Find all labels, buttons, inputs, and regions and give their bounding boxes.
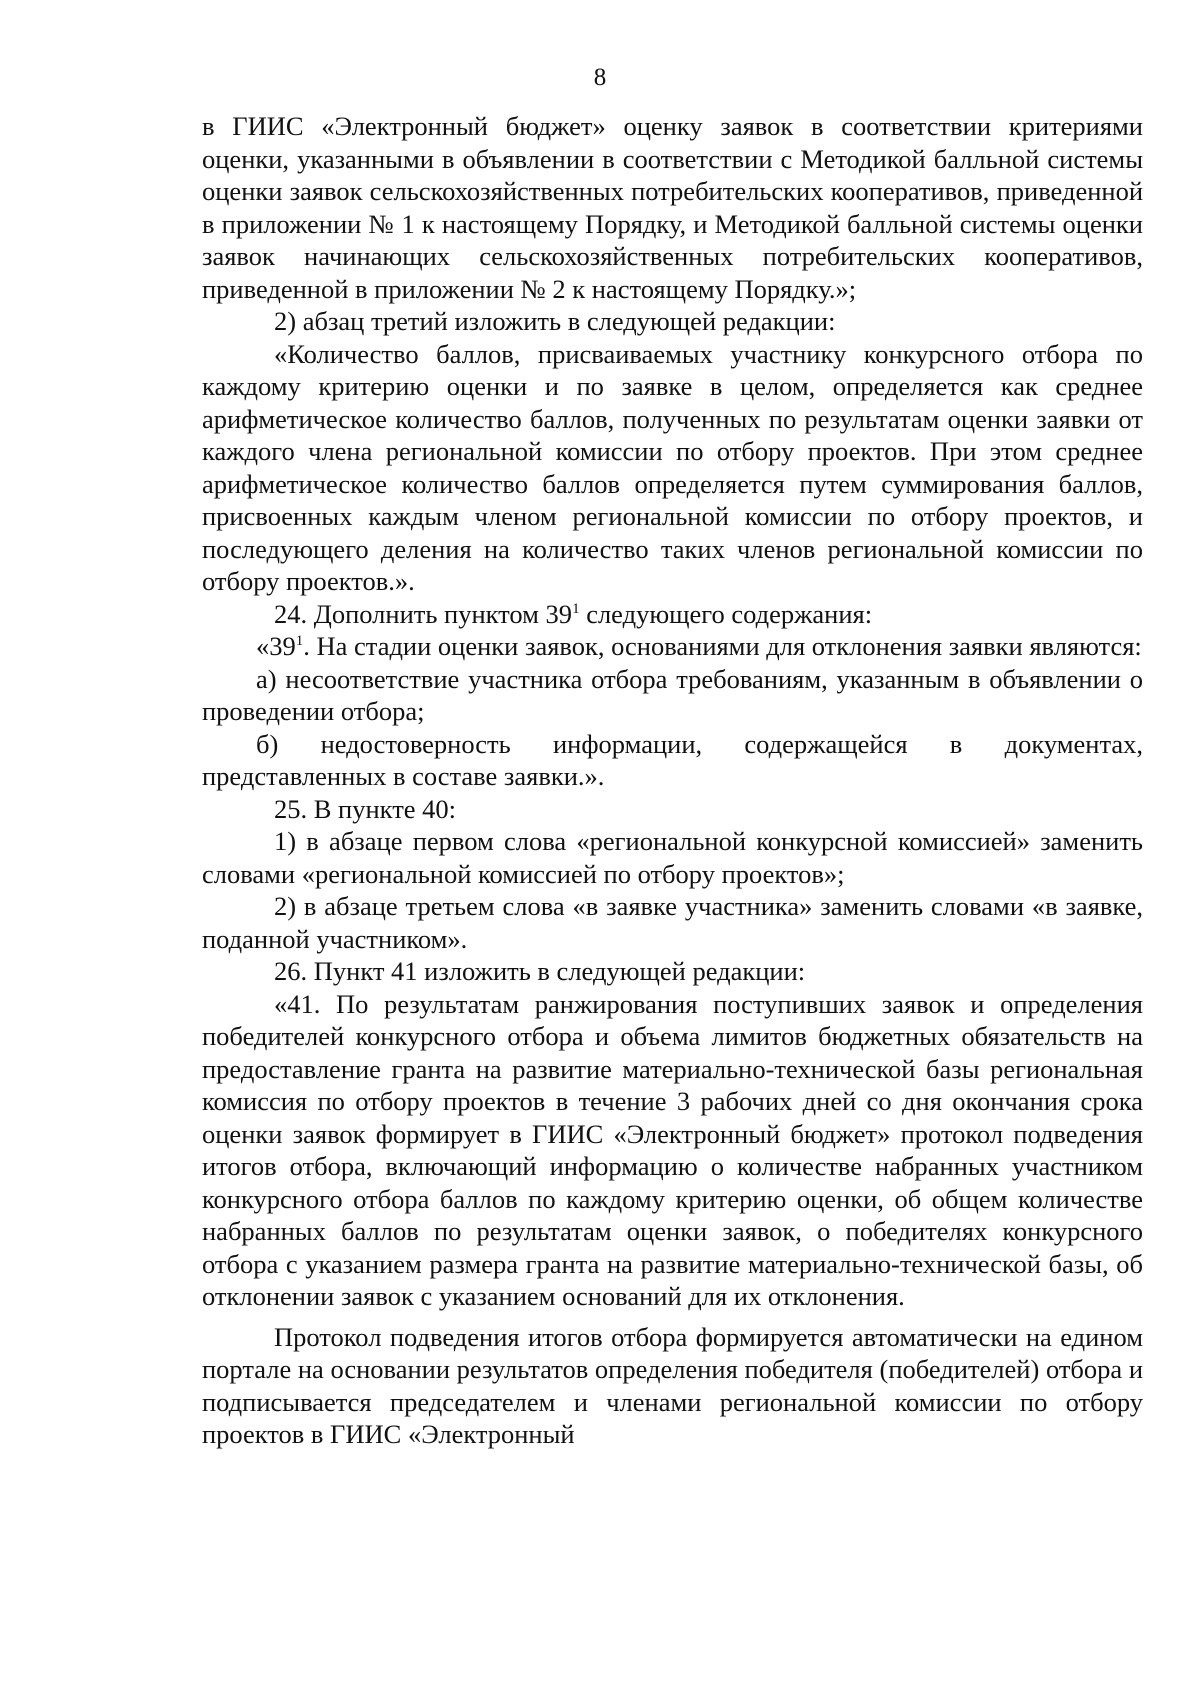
paragraph-subitem-a: а) несоответствие участника отбора требованиям, указанным в объявлении о проведении отбора; <box>202 663 1143 726</box>
paragraph-quote-points-count: «Количество баллов, присваиваемых участнику конкурсного отбора по каждому критерию оценки и по заявке в целом, определяется как среднее арифметическое количество баллов, полученных по результатам оценки заявки от каждого члена региональной комиссии по отбору проектов. При этом среднее арифметическое количество баллов определяется путем суммирования баллов, присвоенных каждым членом региональной комиссии по отбору проектов, и последующего деления на количество таких членов региональной комиссии по отбору проектов.». <box>202 338 1143 596</box>
paragraph-subitem-b: б) недостоверность информации, содержащейся в документах, представленных в составе заявки.». <box>202 728 1143 791</box>
document-body <box>202 110 1143 1451</box>
page-number: 8 <box>593 64 607 91</box>
paragraph-item-2-paragraph-three: 2) абзац третий изложить в следующей редакции: <box>274 306 836 336</box>
quote-39-superscript: 1 <box>295 633 304 650</box>
item-24-text-end: следующего содержания: <box>579 598 873 629</box>
paragraph-item-26: 26. Пункт 41 изложить в следующей редакции: <box>274 956 806 986</box>
paragraph-item-25: 25. В пункте 40: <box>274 793 457 824</box>
paragraph-continuation: в ГИИС «Электронный бюджет» оценку заявок в соответствии критериями оценки, указанными в объявлении в соответствии с Методикой балльной системы оценки заявок сельскохозяйственных потребительских кооперативов, приведенной в приложении № 1 к настоящему Порядку, и Методикой балльной системы оценки заявок начинающих сельскохозяйственных потребительских кооперативов, приведенной в приложении № 2 к настоящему Порядку.»; <box>202 111 1143 304</box>
paragraph-item-25-sub-2: 2) в абзаце третьем слова «в заявке участника» заменить словами «в заявке, поданной участником». <box>202 891 1143 954</box>
paragraph-quote-39-1 <box>202 630 1143 663</box>
paragraph-protocol: Протокол подведения итогов отбора формируется автоматически на едином портале на основании результатов определения победителя (победителей) отбора и подписывается председателем и членами региональной комиссии по отбору проектов в ГИИС «Электронный <box>202 1321 1143 1449</box>
item-24-text-start: 24. Дополнить пунктом 39 <box>274 598 573 629</box>
paragraph-quote-41: «41. По результатам ранжирования поступивших заявок и определения победителей конкурсного отбора и объема лимитов бюджетных обязательств на предоставление гранта на развитие материально-технической базы региональная комиссия по отбору проектов в течение 3 рабочих дней со дня окончания срока оценки заявок формирует в ГИИС «Электронный бюджет» протокол подведения итогов отбора, включающий информацию о количестве набранных участником конкурсного отбора баллов по каждому критерию оценки, об общем количестве набранных баллов по результатам оценки заявок, о победителях конкурсного отбора с указанием размера гранта на развитие материально-технической базы, об отклонении заявок с указанием оснований для их отклонения. <box>202 988 1143 1311</box>
quote-39-text-start: «39 <box>256 631 296 661</box>
item-24-superscript: 1 <box>572 600 580 617</box>
paragraph-item-24 <box>202 598 1143 631</box>
quote-39-text-end: . На стадии оценки заявок, основаниями для отклонения заявки являются: <box>303 631 1142 661</box>
paragraph-item-25-sub-1: 1) в абзаце первом слова «региональной конкурсной комиссией» заменить словами «региональной комиссией по отбору проектов»; <box>202 826 1143 889</box>
